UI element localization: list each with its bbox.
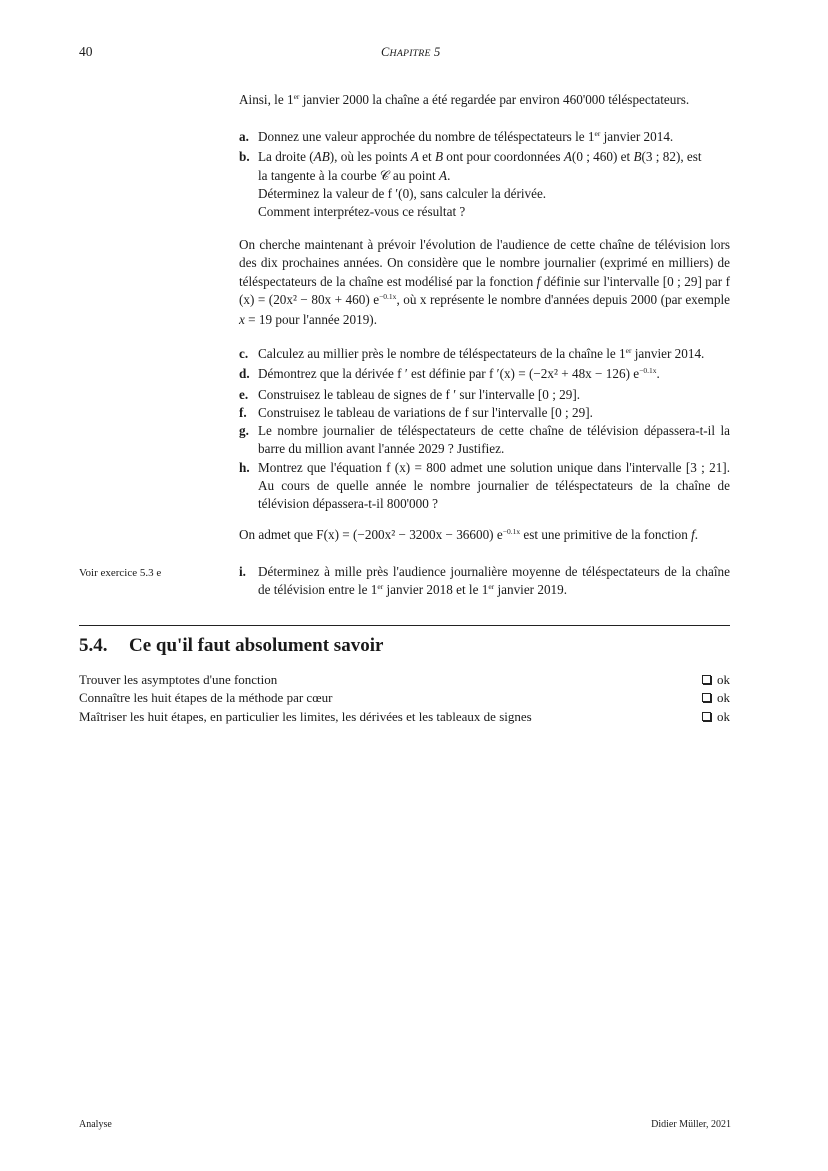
checklist-status: ok <box>717 672 730 687</box>
checklist-text: Trouver les asymptotes d'une fonction <box>79 672 278 687</box>
question-item <box>239 404 730 422</box>
intro-text-post: janvier 2000 la chaîne a été regardée par environ 460'000 téléspectateurs. <box>299 92 690 107</box>
question-label: f. <box>239 404 247 420</box>
checkbox-icon[interactable] <box>702 712 711 721</box>
checklist-status: ok <box>717 708 730 724</box>
question-text: Le nombre journalier de téléspectateurs de cette chaîne de télévision dépassera-t-il la barre du million avant l'année 2029 ? Justifiez. <box>258 423 730 457</box>
question-b-label: b. <box>239 149 250 165</box>
question-text: Calculez au millier près le nombre de téléspectateurs de la chaîne le 1 <box>258 346 626 361</box>
chapter-number: 5 <box>434 45 441 59</box>
question-label: d. <box>239 366 250 382</box>
section-title-text: Ce qu'il faut absolument savoir <box>129 635 384 656</box>
intro-sup: er <box>293 92 300 101</box>
primitive-line: On admet que F(x) = (−200x² − 3200x − 36600) $e^{-0.1x}$ est une primitive de la fonction f. <box>239 527 699 542</box>
question-text: Démontrez que la dérivée f ′ est définie par f ′(x) = (−2x² + 48x − 126) e <box>258 366 640 382</box>
chapter-rest: HAPITRE <box>389 48 431 59</box>
checklist-status: ok <box>717 690 730 706</box>
question-a <box>239 128 730 148</box>
model-paragraph: On cherche maintenant à prévoir l'évolution de l'audience de cette chaîne de télévision lors des dix prochaines années. On considère que le nombre journalier (exprimé en milliers) de téléspectateurs de la chaîne est modélisé par la fonction f définie sur l'intervalle [0 ; 29] par f (x) = (20x² − 80x + 460) $e^{-0.1x}$, où x représente le nombre d'années depuis 2000 (par exemple x = 19 pour l'année 2019). <box>239 237 730 328</box>
question-b-line4: Comment interprétez-vous ce résultat ? <box>258 204 466 220</box>
question-a-text: Donnez une valeur approchée du nombre de téléspectateurs le 1 <box>258 129 595 144</box>
question-item <box>239 365 730 385</box>
question-text: Construisez le tableau de variations de f sur l'intervalle [0 ; 29]. <box>258 404 593 420</box>
footer-left: Analyse <box>79 1119 112 1130</box>
question-a-text-post: janvier 2014. <box>600 129 674 144</box>
question-sup: er <box>625 346 632 355</box>
checklist-text: Maîtriser les huit étapes, en particulier les limites, les dérivées et les tableaux de signes <box>79 708 532 724</box>
section-number: 5.4. <box>79 635 108 656</box>
checklist-row <box>79 689 730 707</box>
checklist-row <box>79 671 730 689</box>
section-title <box>79 635 383 657</box>
question-text: Construisez le tableau de signes de f ′ sur l'intervalle [0 ; 29]. <box>258 386 581 402</box>
checkbox-icon[interactable] <box>702 693 711 702</box>
checkbox-icon[interactable] <box>702 675 711 684</box>
question-item <box>239 422 730 459</box>
question-b-line1: La droite (AB), où les points A et B ont pour coordonnées A(0 ; 460) et B(3 ; 82), est <box>258 149 702 165</box>
checklist-checkbox[interactable] <box>702 689 730 707</box>
checklist-checkbox[interactable] <box>702 671 730 689</box>
questions-ab <box>239 128 730 221</box>
question-i-block <box>239 563 730 602</box>
question-label: c. <box>239 346 249 361</box>
question-text: Montrez que l'équation f (x) = 800 admet une solution unique dans l'intervalle [3 ; 21]. Au cours de quelle année le nombre journalier de téléspectateurs de la chaîne de télévision dépassera-t-il 800'000 ? <box>258 459 730 512</box>
question-sup: −0.1x <box>639 366 657 376</box>
question-label: g. <box>239 423 249 439</box>
question-i-label: i. <box>239 564 246 579</box>
chapter-title <box>381 45 440 60</box>
question-item <box>239 345 730 365</box>
question-item <box>239 386 730 404</box>
question-label: h. <box>239 459 250 475</box>
question-item <box>239 459 730 514</box>
question-b <box>239 148 730 221</box>
question-a-sup: er <box>594 129 601 138</box>
checklist-checkbox[interactable] <box>702 708 730 726</box>
page-number: 40 <box>79 44 93 59</box>
questions-ch <box>239 345 730 514</box>
checklist <box>79 671 730 726</box>
primitive-formula: F(x) = (−200x² − 3200x − 36600) e <box>316 527 503 542</box>
question-text-post: . <box>656 366 660 382</box>
chapter-initial: C <box>381 45 390 59</box>
section-divider <box>79 625 730 626</box>
question-b-line2: la tangente à la courbe 𝒞 au point A. <box>258 167 451 183</box>
question-a-label: a. <box>239 129 249 144</box>
intro-text-pre: Ainsi, le 1 <box>239 92 294 107</box>
question-i: i. Déterminez à mille près l'audience journalière moyenne de téléspectateurs de la chaîne de télévision entre le 1er janvier 2018 et le 1er janvier 2019. <box>239 564 730 598</box>
intro-paragraph <box>239 91 730 111</box>
question-text-post: janvier 2014. <box>631 346 705 361</box>
margin-note: Voir exercice 5.3 e <box>79 567 162 579</box>
question-b-line3: Déterminez la valeur de f ′(0), sans calculer la dérivée. <box>258 185 547 201</box>
question-label: e. <box>239 386 249 402</box>
footer-right: Didier Müller, 2021 <box>651 1119 731 1130</box>
checklist-row <box>79 708 730 726</box>
model-formula: f (x) = (20x² − 80x + 460) e <box>239 273 730 307</box>
checklist-text: Connaître les huit étapes de la méthode par cœur <box>79 690 333 706</box>
